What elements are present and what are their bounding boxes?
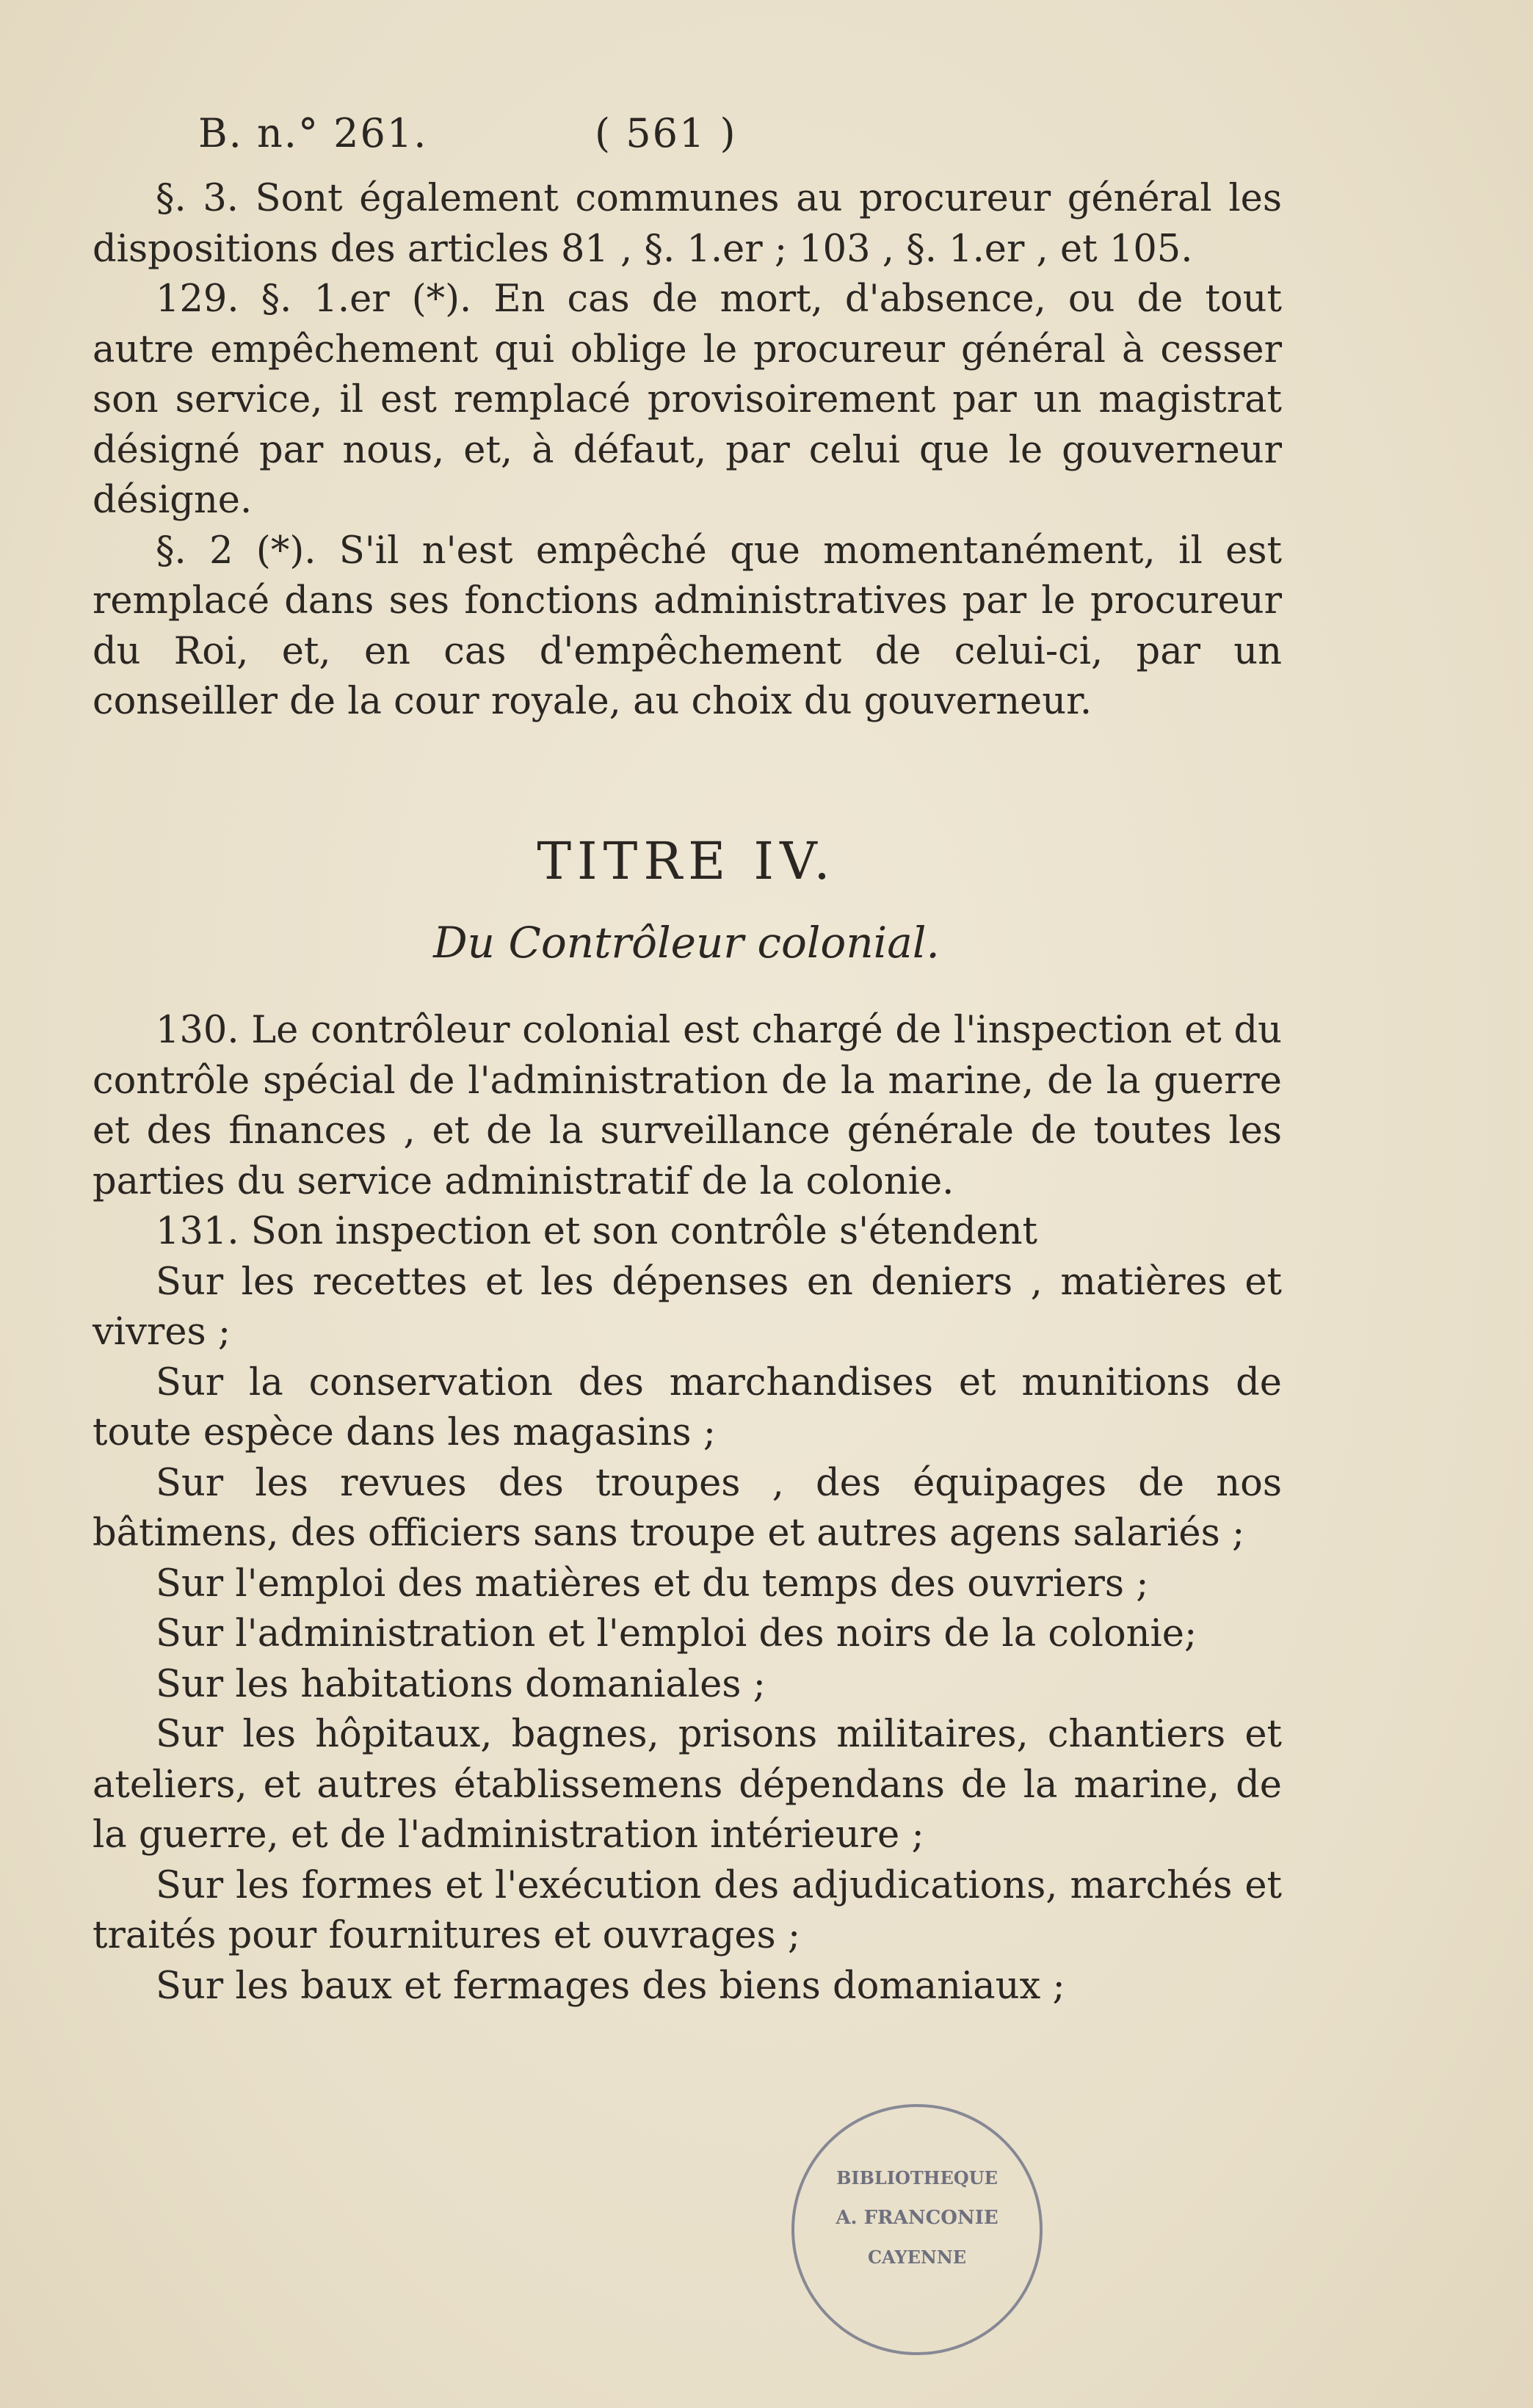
list-item: Sur l'emploi des matières et du temps des ouvriers ; bbox=[156, 1562, 1149, 1606]
paragraph: 131. Son inspection et son contrôle s'étendent bbox=[156, 1210, 1038, 1253]
paragraph: 130. Le contrôleur colonial est chargé de l'inspection et du contrôle spécial de l'administration de la marine, de la guerre et des finances , et de la surveillance générale de toutes les parties du service administratif de la colonie. bbox=[93, 1009, 1282, 1203]
page-number: ( 561 ) bbox=[595, 110, 737, 156]
list-item: Sur les hôpitaux, bagnes, prisons militaires, chantiers et ateliers, et autres établissemens dépendans de la marine, de la guerre, et de l'administration intérieure ; bbox=[93, 1713, 1282, 1857]
stamp-line: CAYENNE bbox=[867, 2246, 967, 2268]
section-subtitle: Du Contrôleur colonial. bbox=[433, 918, 940, 968]
list-item: Sur les habitations domaniales ; bbox=[156, 1662, 766, 1706]
page-header bbox=[198, 110, 737, 156]
library-stamp bbox=[791, 2104, 1043, 2355]
bulletin-reference: B. n.° 261. bbox=[198, 110, 428, 156]
stamp-line: BIBLIOTHEQUE bbox=[836, 2167, 998, 2188]
list-item: Sur les recettes et les dépenses en deniers , matières et vivres ; bbox=[93, 1260, 1282, 1354]
paragraph: §. 3. Sont également communes au procureur général les dispositions des articles 81 , §. 1.er ; 103 , §. 1.er , et 105. bbox=[93, 177, 1282, 271]
paragraph: 129. §. 1.er (*). En cas de mort, d'absence, ou de tout autre empêchement qui oblige le procureur général à cesser son service, il est remplacé provisoirement par un magistrat désigné par nous, et, à défaut, par celui que le gouverneur désigne. bbox=[93, 278, 1282, 522]
paragraph: §. 2 (*). S'il n'est empêché que momentanément, il est remplacé dans ses fonctions administratives par le procureur du Roi, et, en cas d'empêchement de celui-ci, par un conseiller de la cour royale, au choix du gouverneur. bbox=[93, 529, 1282, 723]
list-item: Sur la conservation des marchandises et munitions de toute espèce dans les magasins ; bbox=[93, 1360, 1282, 1454]
section-article-128-129 bbox=[93, 174, 1282, 728]
stamp-line: A. FRANCONIE bbox=[836, 2207, 999, 2229]
section-title: TITRE IV. bbox=[537, 831, 836, 891]
list-item: Sur les baux et fermages des biens domaniaux ; bbox=[156, 1964, 1065, 2008]
section-article-130-131 bbox=[93, 1006, 1282, 2012]
list-item: Sur les formes et l'exécution des adjudications, marchés et traités pour fournitures et ouvrages ; bbox=[93, 1863, 1282, 1957]
list-item: Sur l'administration et l'emploi des noirs de la colonie; bbox=[156, 1612, 1197, 1656]
list-item: Sur les revues des troupes , des équipages de nos bâtimens, des officiers sans troupe et autres agens salariés ; bbox=[93, 1461, 1282, 1555]
